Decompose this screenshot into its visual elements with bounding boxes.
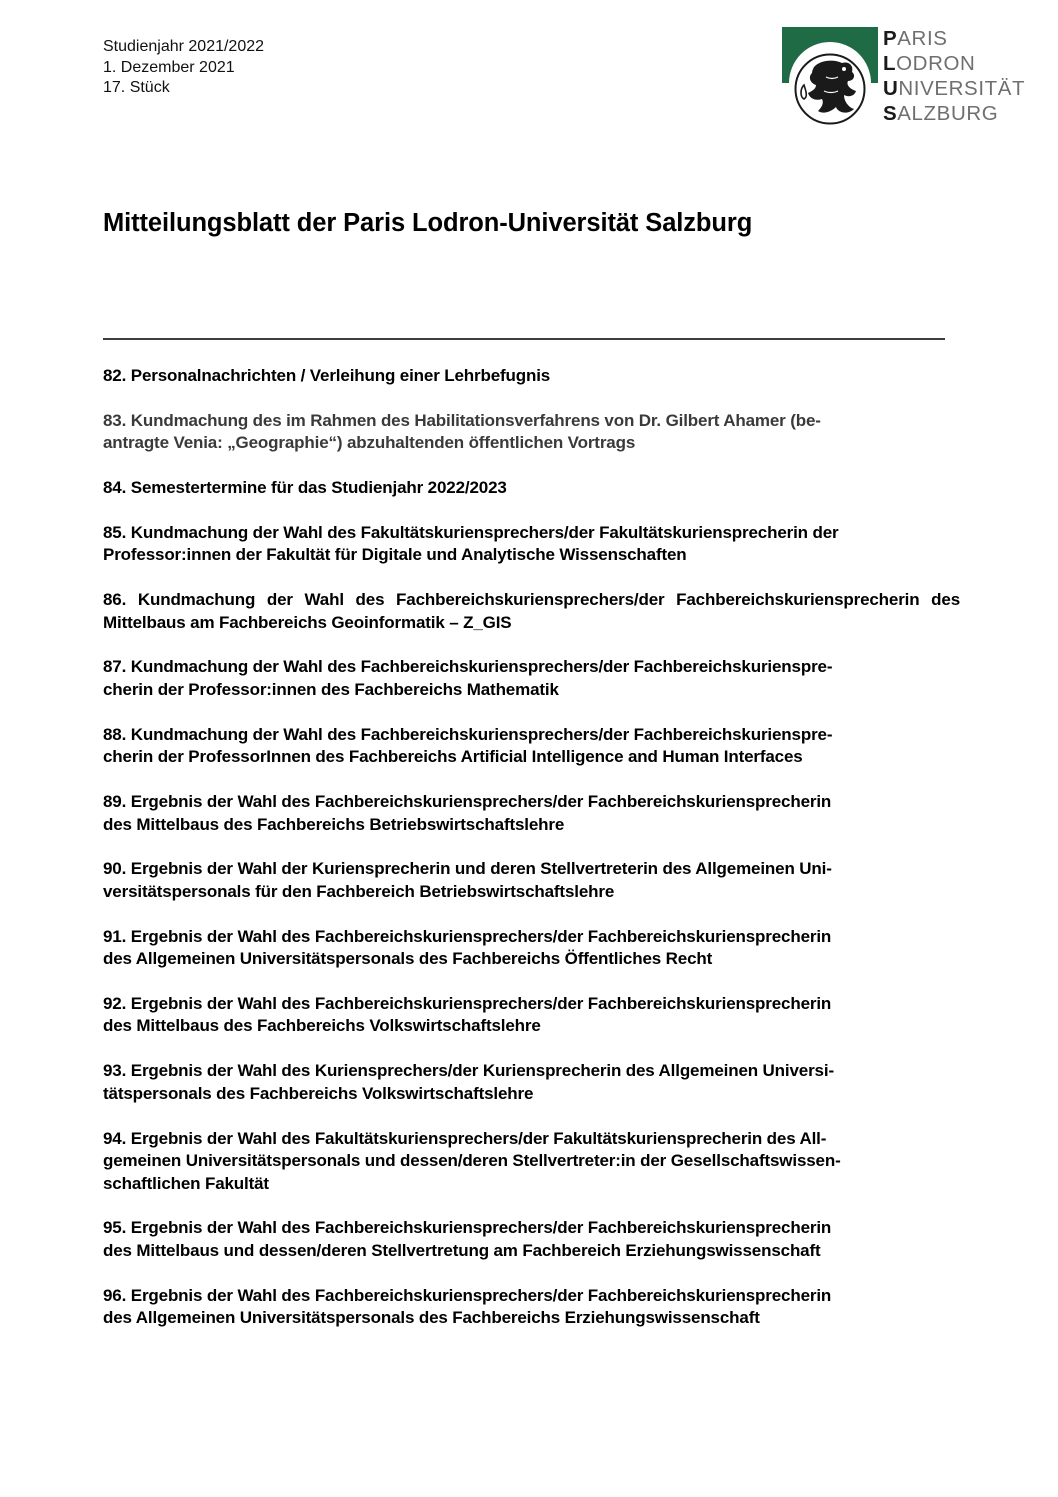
toc-entry[interactable] [103,724,960,769]
logo-wordmark [883,26,1025,126]
toc-entry-line: 85. Kundmachung der Wahl des Fakultätskuriensprechers/der Fakultätskuriensprecherin der [103,522,839,542]
toc-entry[interactable] [103,1128,960,1196]
logo-line-paris: PARIS [883,27,948,50]
toc-entry-line: versitätspersonals für den Fachbereich Betriebswirtschaftslehre [103,881,615,901]
toc-entry-line: cherin der Professor:innen des Fachbereichs Mathematik [103,679,559,699]
toc-entry-line: Professor:innen der Fakultät für Digitale und Analytische Wissenschaften [103,545,687,565]
toc-entry-line: 82. Personalnachrichten / Verleihung einer Lehrbefugnis [103,366,551,385]
toc-entry[interactable] [103,477,960,500]
toc-entry-line: 93. Ergebnis der Wahl des Kuriensprechers/der Kuriensprecherin des Allgemeinen Universi- [103,1061,834,1081]
academic-year: Studienjahr 2021/2022 [103,38,265,55]
toc-entry-line: 87. Kundmachung der Wahl des Fachbereichskuriensprechers/der Fachbereichskurienspre- [103,657,833,677]
issue-date: 1. Dezember 2021 [103,58,235,76]
toc-entry-line: schaftlichen Fakultät [103,1173,269,1193]
toc-entry-line: 88. Kundmachung der Wahl des Fachbereichskuriensprechers/der Fachbereichskurienspre- [103,724,833,744]
toc-entry[interactable] [103,858,960,903]
toc-entry-line: tätspersonals des Fachbereichs Volkswirtschaftslehre [103,1083,534,1103]
toc-entry[interactable] [103,926,960,971]
toc-entry[interactable] [103,656,960,701]
toc-entry-line: 89. Ergebnis der Wahl des Fachbereichskuriensprechers/der Fachbereichskuriensprecherin [103,792,832,812]
toc-entry[interactable] [103,522,960,567]
toc-entry-line: 92. Ergebnis der Wahl des Fachbereichskuriensprechers/der Fachbereichskuriensprecherin [103,993,832,1013]
toc-entry-line: des Mittelbaus und dessen/deren Stellvertretung am Fachbereich Erziehungswissenschaft [103,1240,821,1260]
logo-line-lodron: LODRON [883,52,976,75]
toc-entry[interactable] [103,791,960,836]
toc-entry-line: 94. Ergebnis der Wahl des Fakultätskuriensprechers/der Fakultätskuriensprecherin des All- [103,1128,827,1148]
toc-entry-line: 83. Kundmachung des im Rahmen des Habilitationsverfahrens von Dr. Gilbert Ahamer (be- [103,410,821,430]
toc-entry[interactable] [103,1217,960,1262]
toc-entry[interactable] [103,365,960,388]
issue-number: 17. Stück [103,79,170,96]
toc-entry-line: 91. Ergebnis der Wahl des Fachbereichskuriensprechers/der Fachbereichskuriensprecherin [103,926,832,946]
toc-entry-line: 96. Ergebnis der Wahl des Fachbereichskuriensprechers/der Fachbereichskuriensprecherin [103,1285,832,1305]
toc-entry[interactable] [103,410,960,455]
university-logo [782,27,1032,131]
toc-entry-line: des Mittelbaus des Fachbereichs Betriebswirtschaftslehre [103,814,565,834]
toc-entry[interactable] [103,589,960,634]
issue-meta [103,37,264,99]
toc-entry-line: gemeinen Universitätspersonals und dessen/deren Stellvertreter:in der Gesellschaftswissen- [103,1151,841,1171]
toc-entry-line: 90. Ergebnis der Wahl der Kuriensprecherin und deren Stellvertreterin des Allgemeinen Uni- [103,859,832,879]
lion-seal-icon [782,27,878,131]
toc-entry-line: cherin der ProfessorInnen des Fachbereichs Artificial Intelligence and Human Interfaces [103,747,803,767]
toc-entry[interactable] [103,1060,960,1105]
toc-entry-line: antragte Venia: „Geographie“) abzuhaltenden öffentlichen Vortrags [103,433,636,453]
document-title: Mitteilungsblatt der Paris Lodron-Universität Salzburg [103,209,753,238]
table-of-contents [103,365,960,1352]
logo-line-universitaet: UNIVERSITÄT [883,77,1026,100]
divider [103,338,945,340]
toc-entry-line: des Allgemeinen Universitätspersonals des Fachbereichs Erziehungswissenschaft [103,1308,760,1328]
logo-line-salzburg: SALZBURG [883,102,999,125]
toc-entry-line: des Mittelbaus des Fachbereichs Volkswirtschaftslehre [103,1016,541,1036]
toc-entry[interactable] [103,993,960,1038]
toc-entry[interactable] [103,1285,960,1330]
toc-entry-line: 84. Semestertermine für das Studienjahr 2022/2023 [103,478,507,498]
toc-entry-line: 95. Ergebnis der Wahl des Fachbereichskuriensprechers/der Fachbereichskuriensprecherin [103,1218,832,1238]
toc-entry-line: des Allgemeinen Universitätspersonals des Fachbereichs Öffentliches Recht [103,949,713,969]
toc-entry-line: 86. Kundmachung der Wahl des Fachbereichskuriensprechers/der Fachbereichskuriensprecherin des Mittelbaus am Fachbereichs Geoinformatik – Z_GIS [103,590,960,632]
